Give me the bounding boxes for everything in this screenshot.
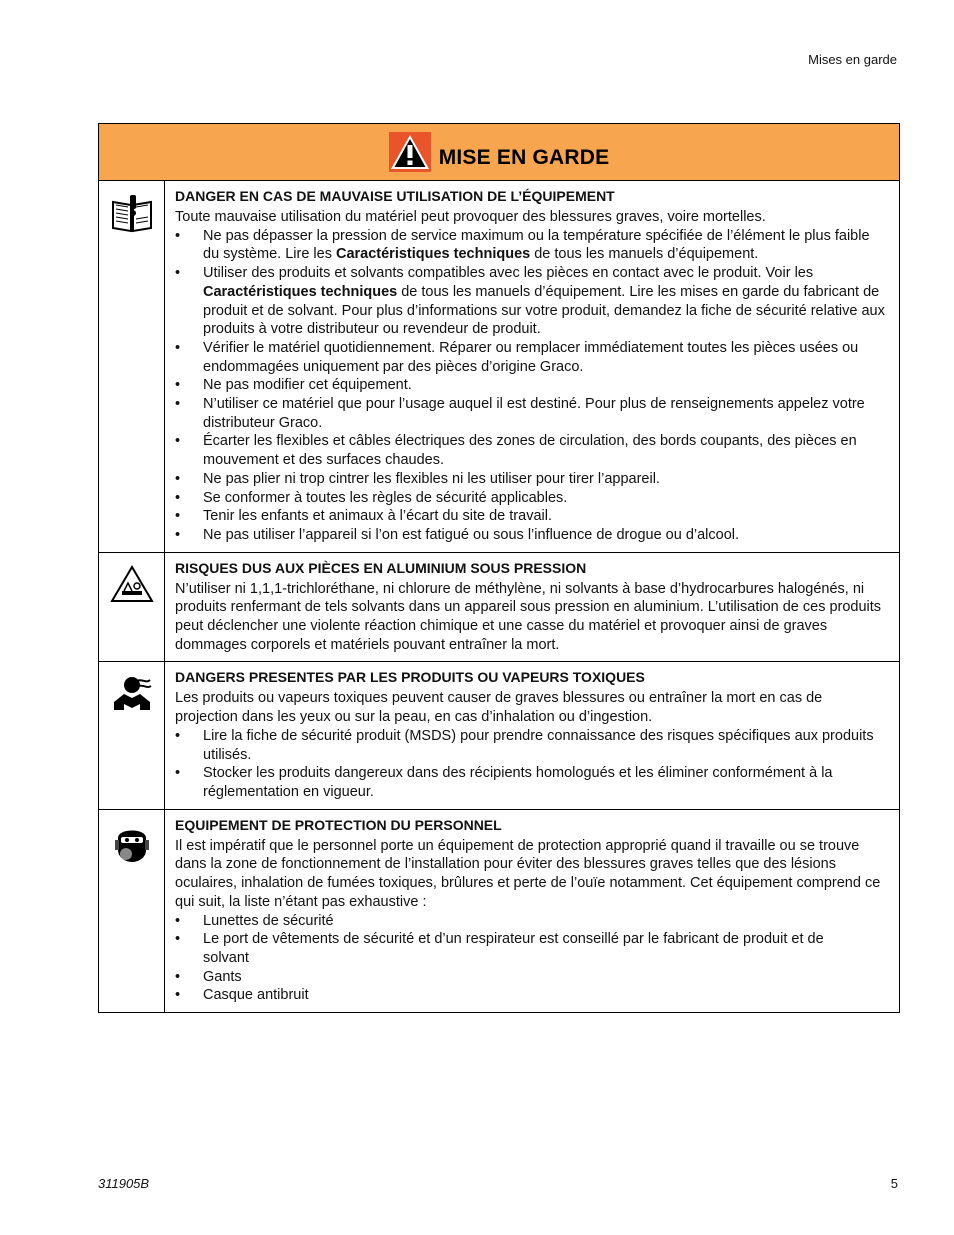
list-item: • Lunettes de sécurité bbox=[175, 912, 887, 931]
list-item: • Ne pas plier ni trop cintrer les flexibles ni les utiliser pour tirer l’appareil. bbox=[175, 470, 887, 489]
page-number: 5 bbox=[890, 1176, 898, 1191]
section-intro: Il est impératif que le personnel porte un équipement de protection approprié quand il travaille ou se trouve dans la zone de fonctionnement de l’installation pour éviter des blessures graves telles que des lésions oculaires, inhalation de fumées toxiques, brûlures et perte de l’ouïe notamment. Cet équipement comprend ce qui suit, la liste n’étant pas exhaustive : bbox=[175, 837, 881, 910]
list-item: • Le port de vêtements de sécurité et d’un respirateur est conseillé par le fabricant de produit et de solvant bbox=[175, 930, 887, 967]
warning-table bbox=[98, 123, 900, 1013]
protective-equipment-icon bbox=[112, 822, 152, 864]
toxic-vapor-icon bbox=[110, 674, 154, 714]
section-intro: Les produits ou vapeurs toxiques peuvent causer de graves blessures ou entraîner la mort en cas de projection dans les yeux ou sur la peau, en cas d’inhalation ou d’ingestion. bbox=[175, 690, 823, 726]
warning-title: MISE EN GARDE bbox=[438, 146, 610, 169]
list-item: • Gants bbox=[175, 968, 887, 987]
warning-section-toxic-vapors bbox=[99, 662, 899, 809]
list-item: • Ne pas modifier cet équipement. bbox=[175, 376, 887, 395]
warning-section-protective-equipment bbox=[99, 810, 899, 1012]
pressurized-aluminum-icon bbox=[110, 565, 154, 603]
warning-title-bar bbox=[99, 124, 899, 181]
document-number: 311905B bbox=[98, 1176, 150, 1191]
section-title: DANGERS PRESENTES PAR LES PRODUITS OU VAPEURS TOXIQUES bbox=[175, 669, 645, 686]
section-title: RISQUES DUS AUX PIÈCES EN ALUMINIUM SOUS PRESSION bbox=[175, 559, 587, 576]
section-title: EQUIPEMENT DE PROTECTION DU PERSONNEL bbox=[175, 816, 502, 833]
list-item: • Casque antibruit bbox=[175, 986, 887, 1005]
list-item: • Écarter les flexibles et câbles électriques des zones de circulation, des bords coupants, des pièces en mouvement et des surfaces chaudes. bbox=[175, 432, 887, 469]
warning-section-aluminum-pressure bbox=[99, 553, 899, 663]
list-item: • N’utiliser ce matériel que pour l’usage auquel il est destiné. Pour plus de renseignements appelez votre distributeur Graco. bbox=[175, 395, 887, 432]
section-intro: N’utiliser ni 1,1,1-trichloréthane, ni chlorure de méthylène, ni solvants à base d’hydrocarbures halogénés, ni produits renfermant de tels solvants dans un appareil sous pression en aluminium. L’utilisation de ces produits peut déclencher une violente réaction chimique et une casse du matériel et provoquer ainsi de graves dommages corporels et matériels pouvant entraîner la mort. bbox=[175, 580, 882, 653]
section-title: DANGER EN CAS DE MAUVAISE UTILISATION DE L’ÉQUIPEMENT bbox=[175, 188, 615, 204]
bullet-list bbox=[175, 727, 887, 802]
list-item: • Ne pas utiliser l’appareil si l’on est fatigué ou sous l’influence de drogue ou d’alcool. bbox=[175, 526, 887, 545]
manual-read-icon bbox=[110, 193, 154, 233]
warning-section-equipment-misuse bbox=[99, 181, 899, 553]
list-item: • Stocker les produits dangereux dans des récipients homologués et les éliminer conformément à la réglementation en vigueur. bbox=[175, 764, 887, 801]
warning-triangle-icon bbox=[389, 132, 431, 172]
list-item: • Utiliser des produits et solvants compatibles avec les pièces en contact avec le produit. Voir les Caractéristiques techniques de tous les manuels d’équipement. Lire les mises en garde du fabricant de produit et de solvant. Pour plus d’informations sur votre produit, demandez la fiche de sécurité relative aux produits à votre distributeur ou revendeur de produit. bbox=[175, 264, 887, 339]
bullet-list bbox=[175, 912, 887, 1006]
list-item: • Se conformer à toutes les règles de sécurité applicables. bbox=[175, 489, 887, 508]
bullet-list bbox=[175, 227, 887, 545]
list-item: • Tenir les enfants et animaux à l’écart du site de travail. bbox=[175, 507, 887, 526]
section-intro: Toute mauvaise utilisation du matériel peut provoquer des blessures graves, voire mortelles. bbox=[175, 209, 766, 225]
list-item: • Ne pas dépasser la pression de service maximum ou la température spécifiée de l’élément le plus faible du système. Lire les Caractéristiques techniques de tous les manuels d’équipement. bbox=[175, 227, 887, 264]
list-item: • Lire la fiche de sécurité produit (MSDS) pour prendre connaissance des risques spécifiques aux produits utilisés. bbox=[175, 727, 887, 764]
running-header: Mises en garde bbox=[808, 52, 897, 67]
list-item: • Vérifier le matériel quotidiennement. Réparer ou remplacer immédiatement toutes les pièces usées ou endommagées uniquement par des pièces d’origine Graco. bbox=[175, 339, 887, 376]
